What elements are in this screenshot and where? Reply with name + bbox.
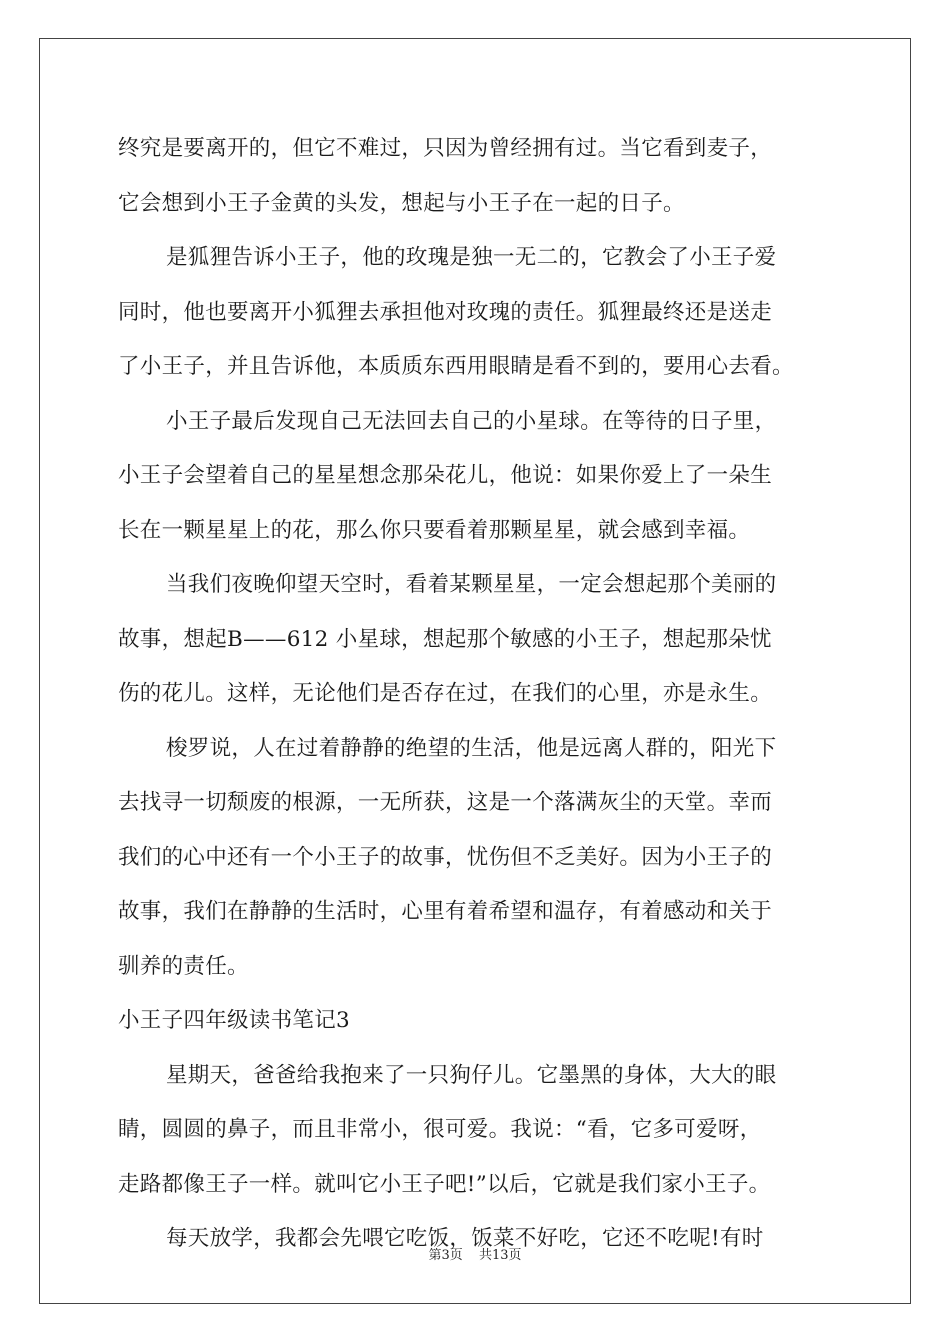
paragraph-start-line: 每天放学，我都会先喂它吃饭，饭菜不好吃，它还不吃呢!有时 [166,1226,764,1251]
text-line: 终究是要离开的，但它不难过，只因为曾经拥有过。当它看到麦子， [118,136,773,161]
text-line: 伤的花儿。这样，无论他们是否存在过，在我们的心里，亦是永生。 [118,681,773,706]
paragraph-start-line: 小王子最后发现自己无法回去自己的小星球。在等待的日子里， [166,408,777,434]
text-line: 睛，圆圆的鼻子，而且非常小，很可爱。我说：“看，它多可爱呀， [118,1117,762,1142]
total-page-count: 共13页 [478,1248,522,1263]
text-line: 驯养的责任。 [118,953,249,979]
text-line: 了小王子，并且告诉他，本质质东西用眼睛是看不到的，要用心去看。 [118,354,794,379]
text-line: 小王子会望着自己的星星想念那朵花儿，他说：如果你爱上了一朵生 [118,463,773,488]
text-line: 它会想到小王子金黄的头发，想起与小王子在一起的日子。 [118,190,685,216]
paragraph-start-line: 是狐狸告诉小王子，他的玫瑰是独一无二的，它教会了小王子爱 [166,245,777,270]
paragraph-start-line: 星期天，爸爸给我抱来了一只狗仔儿。它墨黑的身体，大大的眼 [166,1062,777,1088]
text-line: 去找寻一切颓废的根源，一无所获，这是一个落满灰尘的天堂。幸而 [118,790,773,815]
text-line: 走路都像王子一样。就叫它小王子吧!”以后，它就是我们家小王子。 [118,1171,771,1197]
document-body [118,126,838,1271]
text-line: 长在一颗星星上的花，那么你只要看着那颗星星，就会感到幸福。 [118,517,751,543]
text-line: 同时，他也要离开小狐狸去承担他对玫瑰的责任。狐狸最终还是送走 [118,299,773,325]
paragraph-start-line: 梭罗说，人在过着静静的绝望的生活，他是远离人群的，阳光下 [166,735,777,761]
text-line: 我们的心中还有一个小王子的故事，忧伤但不乏美好。因为小王子的 [118,844,773,870]
text-line: 故事，想起B——612 小星球，想起那个敏感的小王子，想起那朵忧 [118,626,772,652]
section-heading: 小王子四年级读书笔记3 [118,1008,350,1033]
text-line: 故事，我们在静静的生活时，心里有着希望和温存，有着感动和关于 [118,899,773,924]
page-footer [0,1244,950,1263]
current-page-number: 第3页 [428,1248,463,1263]
paragraph-start-line: 当我们夜晚仰望天空时，看着某颗星星，一定会想起那个美丽的 [166,572,777,597]
